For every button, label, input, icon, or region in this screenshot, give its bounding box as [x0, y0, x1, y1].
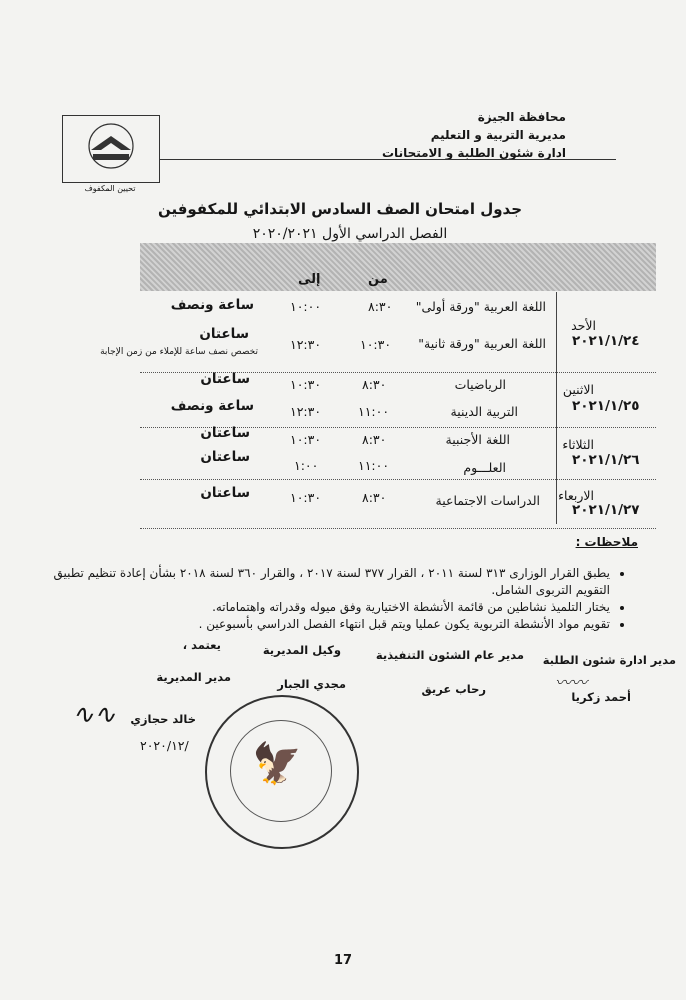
from-time-cell: ٨:٣٠ — [368, 299, 393, 314]
students-affairs-name: أحمد زكريا — [571, 690, 631, 704]
duration-cell: ساعة ونصف — [170, 297, 254, 313]
subject-cell: العلـــوم — [463, 460, 506, 475]
deputy-name: مجدي الجبار — [277, 677, 346, 691]
page-number: 17 — [333, 953, 353, 968]
students-affairs-title: مدير ادارة شئون الطلبة — [542, 653, 676, 667]
duration-cell: ساعتان — [200, 485, 250, 501]
organization-header — [346, 108, 566, 162]
table-header-band — [140, 243, 656, 291]
deputy-title: وكيل المديرية — [262, 643, 341, 657]
note-item: • تقويم مواد الأنشطة التربوية يكون عمليا ويتم قبل انتهاء الفصل الدراسي بأسبوعين . — [28, 616, 610, 633]
department-label: ادارة شئون الطلبة و الامتحانات — [382, 146, 566, 160]
column-header-from: من — [368, 272, 388, 287]
dictation-note: تخصص نصف ساعة للإملاء من زمن الإجابة — [100, 347, 258, 357]
sign-date: ٢٠٢٠/١٢/ — [140, 738, 189, 753]
from-time-cell: ١١:٠٠ — [358, 458, 390, 473]
to-time-cell: ١٢:٣٠ — [290, 404, 322, 419]
day-column-divider — [556, 292, 557, 524]
date-monday: ٢٠٢١/١/٢٥ — [572, 398, 640, 414]
from-time-cell: ٨:٣٠ — [362, 432, 387, 447]
director-title: مدير المديرية — [156, 670, 231, 684]
from-time-cell: ١١:٠٠ — [358, 404, 390, 419]
column-header-to: إلى — [298, 272, 321, 287]
row-divider — [140, 479, 656, 480]
approved-label: يعتمد ، — [182, 638, 221, 652]
eagle-emblem-icon: 🦅 — [252, 741, 302, 787]
subject-cell: اللغة العربية "ورقة ثانية" — [418, 336, 546, 351]
duration-cell: ساعتان — [199, 326, 249, 342]
from-time-cell: ٨:٣٠ — [362, 377, 387, 392]
row-divider — [140, 528, 656, 529]
director-signature-scribble: ∿∿ — [72, 700, 116, 730]
subject-cell: اللغة العربية "ورقة أولى" — [415, 299, 546, 314]
date-sunday: ٢٠٢١/١/٢٤ — [572, 333, 640, 349]
subject-cell: التربية الدينية — [450, 404, 518, 419]
from-time-cell: ٨:٣٠ — [362, 490, 387, 505]
duration-cell: ساعتان — [200, 425, 250, 441]
day-tuesday: الثلاثاء — [562, 437, 594, 452]
date-tuesday: ٢٠٢١/١/٢٦ — [572, 452, 640, 468]
subject-cell: الدراسات الاجتماعية — [435, 493, 540, 508]
header-divider — [160, 159, 616, 160]
to-time-cell: ١٢:٣٠ — [290, 337, 322, 352]
to-time-cell: ١٠:٣٠ — [290, 490, 322, 505]
signature-scribble: 〰〰 — [555, 673, 588, 692]
directorate-label: مديرية التربية و التعليم — [430, 128, 566, 142]
duration-cell: ساعة ونصف — [170, 398, 254, 414]
day-monday: الاثنين — [562, 382, 594, 397]
exec-affairs-name: رحاب عريق — [421, 682, 486, 696]
day-sunday: الأحد — [571, 318, 596, 333]
from-time-cell: ١٠:٣٠ — [360, 337, 392, 352]
notes-list — [28, 565, 628, 633]
note-item: • يختار التلميذ نشاطين من قائمة الأنشطة الاختيارية وفق ميوله وقدراته واهتماماته. — [28, 599, 610, 616]
ministry-logo — [62, 115, 160, 183]
subject-cell: الرياضيات — [454, 377, 506, 392]
to-time-cell: ١٠:٣٠ — [290, 377, 322, 392]
to-time-cell: ١:٠٠ — [294, 458, 319, 473]
duration-cell: ساعتان — [200, 449, 250, 465]
duration-cell: ساعتان — [200, 371, 250, 387]
exec-affairs-title: مدير عام الشئون التنفيذية — [375, 648, 524, 662]
day-wednesday: الاربعاء — [558, 488, 594, 503]
to-time-cell: ١٠:٣٠ — [290, 432, 322, 447]
page-title: جدول امتحان الصف السادس الابتدائي للمكفوفين — [157, 200, 523, 218]
governorate-label: محافظة الجيزة — [477, 110, 566, 124]
to-time-cell: ١٠:٠٠ — [290, 299, 322, 314]
date-wednesday: ٢٠٢١/١/٢٧ — [572, 502, 640, 518]
logo-caption: تحيين المكفوف — [84, 184, 136, 193]
director-name: خالد حجازي — [130, 712, 196, 726]
note-item: • يطبق القرار الوزارى ٣١٣ لسنة ٢٠١١ ، القرار ٣٧٧ لسنة ٢٠١٧ ، والقرار ٣٦٠ لسنة ٢٠١٨ بشأن إعادة تنظيم تطبيق التقويم التربوى الشامل. — [28, 565, 610, 599]
subject-cell: اللغة الأجنبية — [445, 432, 510, 447]
page-subtitle: الفصل الدراسي الأول ٢٠٢٠/٢٠٢١ — [252, 226, 448, 242]
notes-heading: ملاحظات : — [575, 535, 638, 549]
